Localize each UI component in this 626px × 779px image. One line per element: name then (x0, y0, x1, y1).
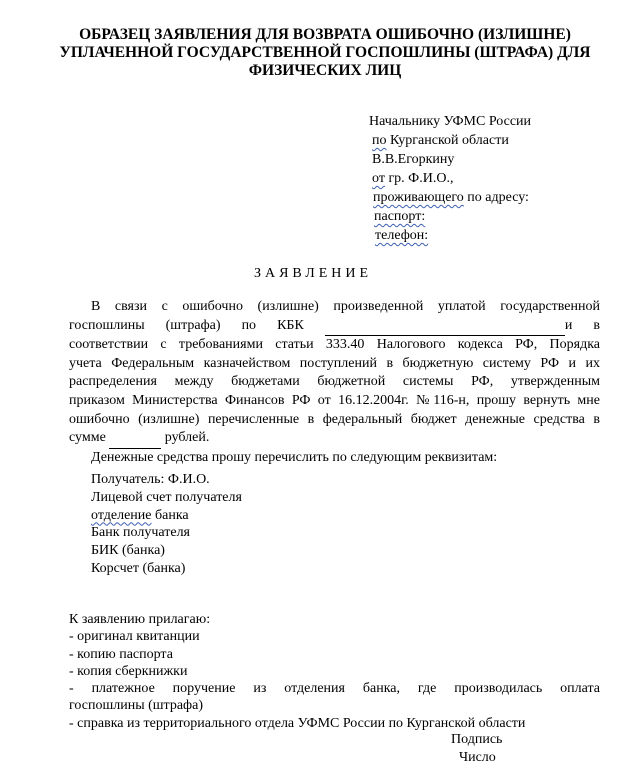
attachment-item: - копию паспорта (69, 646, 173, 662)
body-line-3: соответствии с требованиями статьи 333.40 Налогового кодекса РФ, Порядка (69, 337, 600, 353)
spellcheck-word: паспорт: (374, 209, 426, 224)
attachment-item: - оригинал квитанции (69, 629, 200, 645)
requisite-branch-text: банка (151, 507, 189, 523)
spellcheck-word: от (372, 171, 385, 186)
body-line-2-text: госпошлины (штрафа) по КБК (69, 317, 304, 333)
statement-body (69, 298, 600, 467)
statement-heading: ЗАЯВЛЕНИЕ (253, 266, 373, 281)
attachments-heading: К заявлению прилагаю: (69, 612, 211, 627)
body-paragraph-2: Денежные средства прошу перечислить по следующим реквизитам: (91, 449, 498, 465)
requisite-bik: БИК (банка) (91, 543, 165, 559)
requisite-bank: Банк получателя (91, 525, 190, 541)
body-line-8-text: сумме (69, 430, 106, 446)
body-line-2 (69, 317, 600, 337)
attachment-item: - платежное поручение из отделения банка, где производилась оплата (69, 681, 600, 697)
body-line-5: распределения между бюджетами бюджетной системы РФ, утвержденным (69, 374, 600, 390)
body-line-8 (69, 429, 600, 449)
addressee-line-2-text: Курганской области (386, 133, 509, 148)
spellcheck-word: проживающего (373, 190, 464, 205)
addressee-line-4-text: гр. Ф.И.О., (384, 171, 454, 186)
attachment-item-continued: госпошлины (штрафа) (69, 698, 203, 714)
body-line-2-end: и в (564, 317, 600, 333)
spellcheck-word: телефон: (375, 228, 429, 243)
body-line-1: В связи с ошибочно (излишне) произведенной уплатой государственной (91, 299, 600, 314)
sum-blank-field (109, 429, 161, 449)
title-line-1: ОБРАЗЕЦ ЗАЯВЛЕНИЯ ДЛЯ ВОЗВРАТА ОШИБОЧНО (ИЗЛИШНЕ) (79, 26, 571, 43)
body-line-4: учета Федеральным казначейством поступлений в бюджетную систему РФ и их (69, 355, 600, 371)
kbk-blank-field (325, 317, 565, 337)
requisite-recipient: Получатель: Ф.И.О. (91, 472, 210, 487)
attachments-list (69, 611, 600, 732)
date-label: Число (459, 749, 496, 765)
requisite-branch (91, 507, 242, 525)
addressee-line-2 (369, 131, 531, 150)
addressee-line-6 (369, 207, 531, 226)
document-title (40, 26, 610, 80)
addressee-line-4 (369, 169, 531, 188)
title-line-3: ФИЗИЧЕСКИХ ЛИЦ (248, 62, 402, 79)
addressee-line-5 (369, 188, 531, 207)
signature-label: Подпись (451, 732, 503, 747)
addressee-line-7 (369, 226, 531, 245)
spellcheck-word: отделение (91, 507, 152, 523)
body-line-8-end: рублей. (164, 430, 210, 446)
body-line-6: приказом Министерства Финансов РФ от 16.12.2004г. №116-н, прошу вернуть мне (69, 392, 600, 408)
body-line-7: ошибочно (излишне) перечисленные в федеральный бюджет денежные средства в (69, 411, 600, 427)
addressee-line-1: Начальнику УФМС России (369, 114, 532, 129)
addressee-line-3: В.В.Егоркину (372, 152, 455, 167)
signature-block (451, 731, 502, 766)
requisite-corr-account: Корсчет (банка) (91, 560, 186, 576)
attachment-item: - копия сберкнижки (69, 663, 188, 679)
addressee-line-5-text: по адресу: (463, 190, 529, 205)
title-line-2: УПЛАЧЕННОЙ ГОСУДАРСТВЕННОЙ ГОСПОШЛИНЫ (ШТРАФА) ДЛЯ (59, 44, 591, 61)
addressee-block (369, 112, 531, 245)
spellcheck-word: по (372, 133, 387, 148)
attachment-item: - справка из территориального отдела УФМС России по Курганской области (69, 715, 526, 731)
requisite-account: Лицевой счет получателя (91, 489, 242, 505)
requisites-list (91, 471, 242, 578)
